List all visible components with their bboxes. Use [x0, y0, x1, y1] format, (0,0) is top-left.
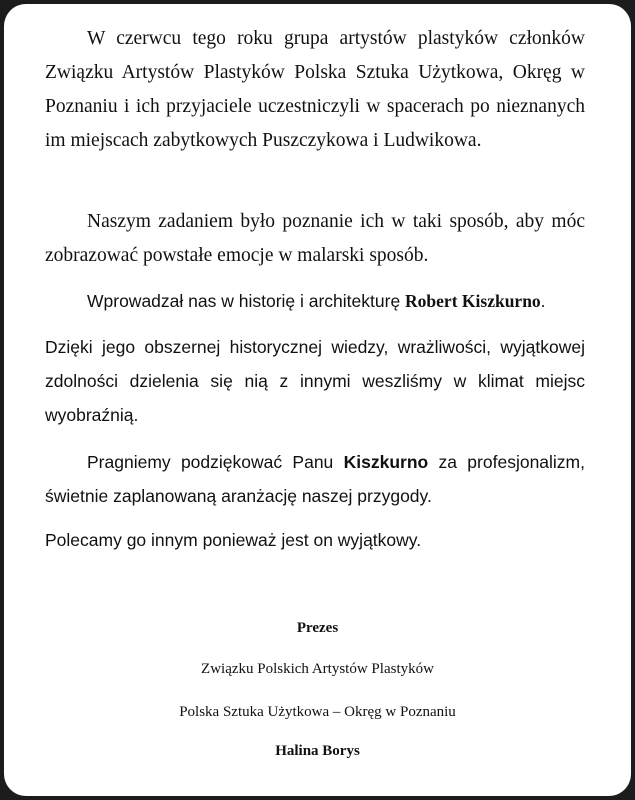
paragraph-task: Naszym zadaniem było poznanie ich w taki sposób, aby móc zobrazować powstałe emocje w malarski sposób.: [45, 211, 585, 266]
paragraph-thanks: [45, 445, 585, 513]
thanks-text-after: za profesjonalizm, świetnie zaplanowaną aranżację naszej przygody.: [45, 452, 585, 506]
thanks-name: Kiszkurno: [343, 452, 429, 472]
paragraph-recommend: Polecamy go innym ponieważ jest on wyjątkowy.: [45, 530, 422, 550]
signature-role: Prezes: [296, 620, 339, 636]
guide-text-before: Wprowadzał nas w historię i architekturę: [87, 291, 406, 311]
signature-name: Halina Borys: [275, 743, 360, 759]
paragraph-knowledge: Dzięki jego obszernej historycznej wiedzy, wrażliwości, wyjątkowej zdolności dzielenia się nią z innymi weszliśmy w klimat miejsc wyobraźnią.: [45, 337, 585, 425]
signature-org-line2: Polska Sztuka Użytkowa – Okręg w Poznaniu: [179, 704, 456, 720]
signature-org-line1: Związku Polskich Artystów Plastyków: [201, 661, 434, 677]
guide-name: Robert Kiszkurno: [405, 291, 541, 311]
paragraph-guide: [45, 284, 605, 318]
guide-text-after: .: [540, 291, 546, 311]
letter-page: [4, 4, 631, 796]
thanks-text-before: Pragniemy podziękować Panu: [87, 452, 344, 472]
paragraph-intro: W czerwcu tego roku grupa artystów plastyków członków Związku Artystów Plastyków Polska Sztuka Użytkowa, Okręg w Poznaniu i ich przyjaciele uczestniczyli w spacerach po nieznanych im miejscach zabytkowych Puszczykowa i Ludwikowa.: [45, 28, 585, 151]
